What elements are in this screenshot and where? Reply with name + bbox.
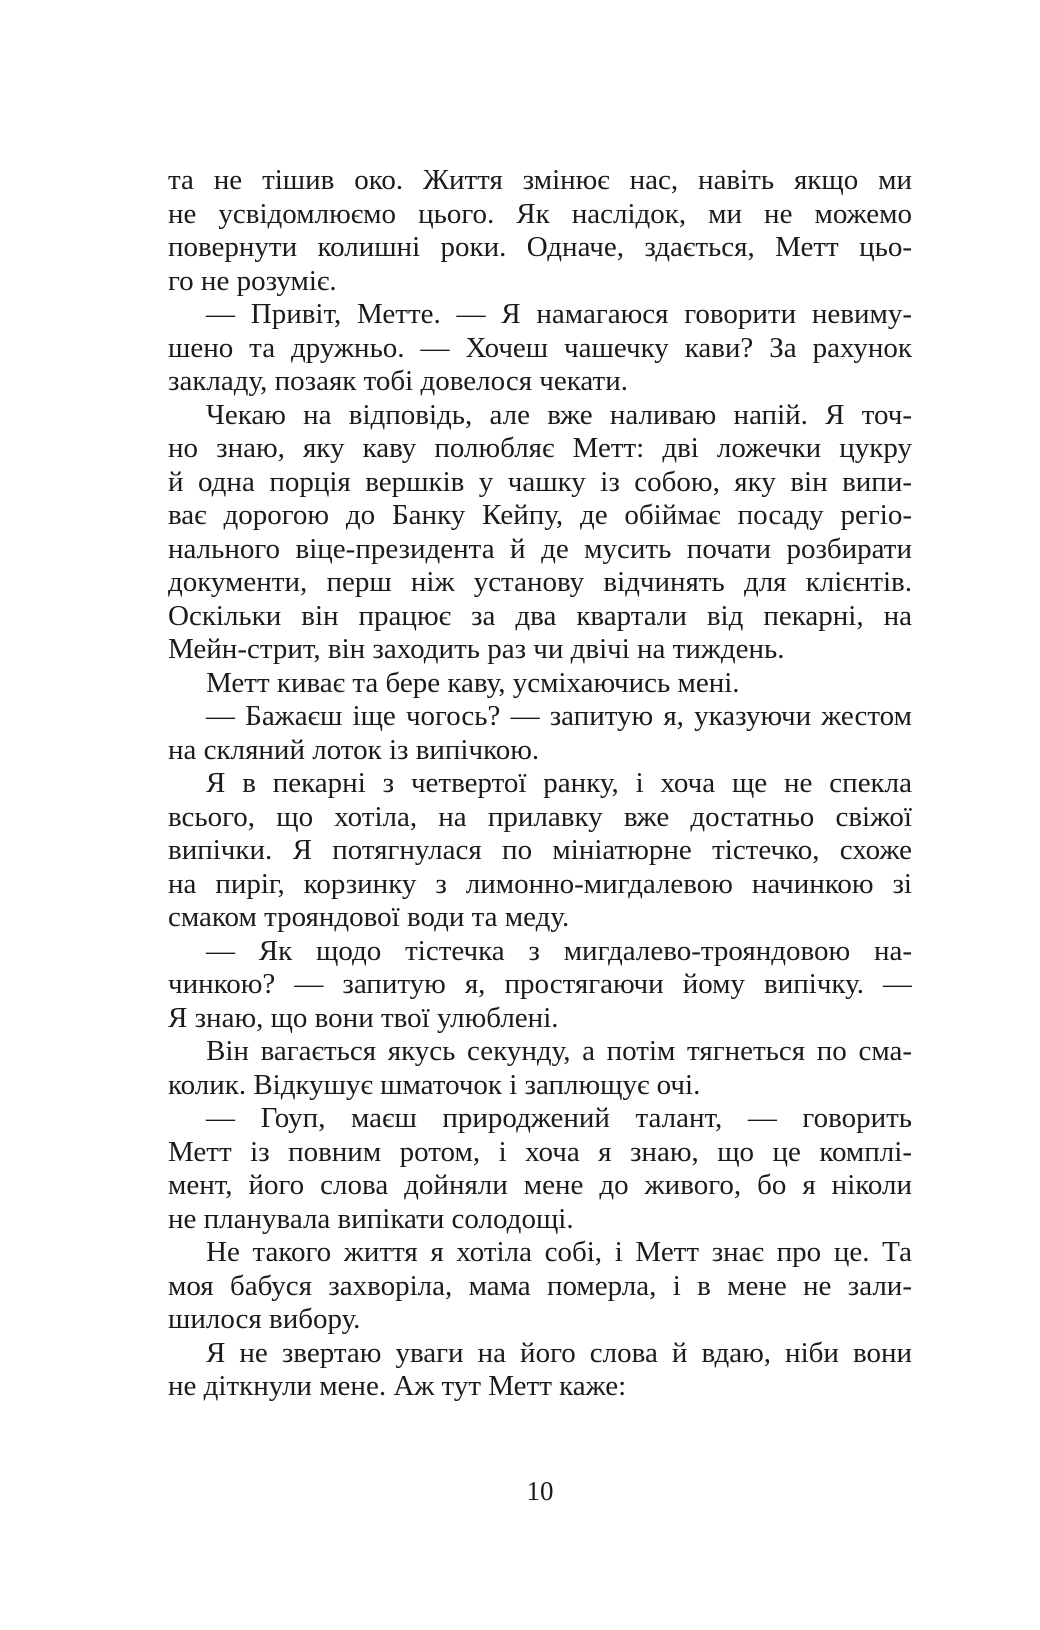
- text-line: Я не звертаю уваги на його слова й вдаю, ніби вони: [206, 1336, 912, 1369]
- paragraph: [168, 164, 912, 298]
- text-line: чинкою? — запитую я, простягаючи йому випічку. —: [168, 968, 912, 1000]
- text-line: Метт із повним ротом, і хоча я знаю, що це комплі-: [168, 1135, 912, 1168]
- text-line: всього, що хотіла, на прилавку вже достатньо свіжої: [168, 800, 912, 833]
- text-line: — Як щодо тістечка з мигдалево-трояндовою на-: [206, 934, 912, 967]
- text-line: не планувала випікати солодощі.: [168, 1202, 574, 1235]
- paragraph: [168, 1102, 912, 1236]
- paragraph: [168, 700, 912, 767]
- paragraph: [168, 767, 912, 935]
- paragraph: [168, 935, 912, 1036]
- text-line: документи, перш ніж установу відчинять для клієнтів.: [168, 566, 912, 598]
- paragraph: [168, 1035, 912, 1102]
- text-line: повернути колишні роки. Одначе, здається, Метт цьо-: [168, 231, 912, 263]
- text-line: закладу, позаяк тобі довелося чекати.: [168, 365, 628, 397]
- text-line: Я знаю, що вони твої улюблені.: [168, 1001, 559, 1034]
- text-line: Не такого життя я хотіла собі, і Метт знає про це. Та: [206, 1236, 912, 1268]
- text-line: ває дорогою до Банку Кейпу, де обіймає посаду регіо-: [168, 499, 912, 531]
- text-line: — Бажаєш іще чогось? — запитую я, указуючи жестом: [206, 700, 912, 732]
- text-line: не усвідомлюємо цього. Як наслідок, ми не можемо: [168, 197, 912, 230]
- text-line: Мейн-стрит, він заходить раз чи двічі на тиждень.: [168, 633, 785, 665]
- text-line: — Гоуп, маєш природжений талант, — говорить: [206, 1102, 912, 1134]
- text-line: смаком трояндової води та меду.: [168, 901, 570, 933]
- text-line: шилося вибору.: [168, 1303, 361, 1335]
- text-line: го не розуміє.: [168, 264, 337, 297]
- text-line: нального віце-президента й де мусить почати розбирати: [168, 532, 912, 565]
- text-line: Я в пекарні з четвертої ранку, і хоча ще не спекла: [206, 767, 912, 799]
- text-line: випічки. Я потягнулася по мініатюрне тістечко, схоже: [168, 834, 912, 866]
- text-line: Він вагається якусь секунду, а потім тягнеться по сма-: [206, 1035, 912, 1067]
- paragraph: [168, 667, 912, 701]
- paragraph: [168, 298, 912, 399]
- text-line: — Привіт, Метте. — Я намагаюся говорити невиму-: [206, 298, 912, 330]
- text-line: Метт киває та бере каву, усміхаючись мені.: [206, 666, 740, 699]
- text-line: на скляний лоток із випічкою.: [168, 733, 540, 766]
- text-block: [168, 164, 912, 1404]
- text-line: та не тішив око. Життя змінює нас, навіть якщо ми: [168, 164, 912, 196]
- paragraph: [168, 1337, 912, 1404]
- text-line: Оскільки він працює за два квартали від пекарні, на: [168, 599, 912, 632]
- text-line: но знаю, яку каву полюбляє Метт: дві ложечки цукру: [168, 432, 912, 464]
- page-number: 10: [526, 1476, 554, 1506]
- text-line: моя бабуся захворіла, мама померла, і в мене не зали-: [168, 1269, 912, 1302]
- text-line: колик. Відкушує шматочок і заплющує очі.: [168, 1068, 701, 1101]
- text-line: не діткнули мене. Аж тут Метт каже:: [168, 1370, 627, 1402]
- text-line: Чекаю на відповідь, але вже наливаю напій. Я точ-: [206, 398, 912, 431]
- paragraph: [168, 1236, 912, 1337]
- text-line: шено та дружньо. — Хочеш чашечку кави? За рахунок: [168, 331, 912, 364]
- text-line: на пиріг, корзинку з лимонно-мигдалевою начинкою зі: [168, 867, 912, 900]
- text-line: й одна порція вершків у чашку із собою, яку він випи-: [168, 465, 912, 498]
- paragraph: [168, 399, 912, 667]
- text-line: мент, його слова дойняли мене до живого, бо я ніколи: [168, 1169, 912, 1201]
